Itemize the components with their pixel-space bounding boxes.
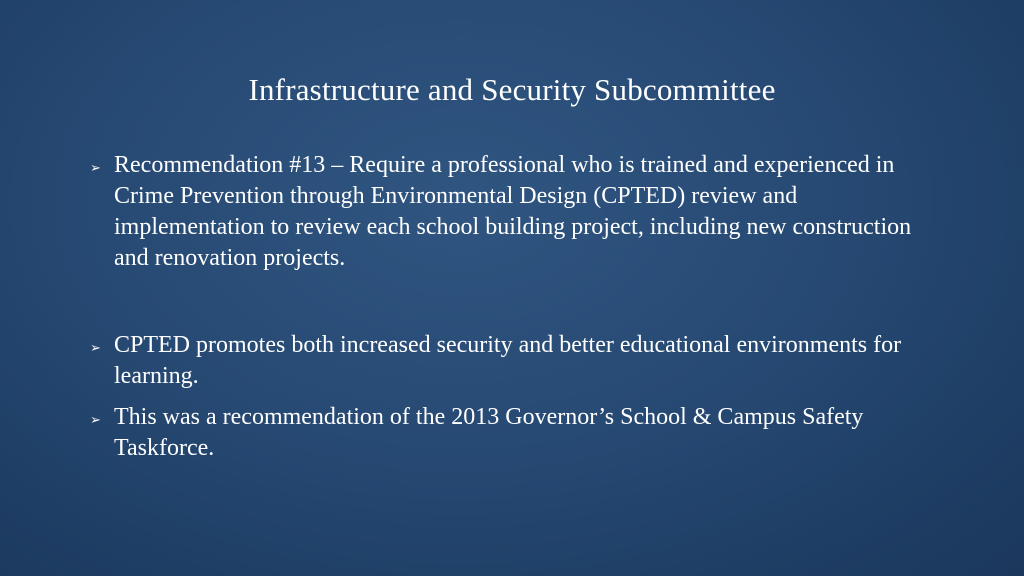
bullet-item — [90, 402, 930, 464]
bullet-text: Recommendation #13 – Require a professional who is trained and experienced in Crime Prevention through Environmental Design (CPTED) review and implementation to review each school building project, including new construction and renovation projects. — [114, 152, 912, 271]
arrow-bullet-icon: ➢ — [90, 412, 101, 427]
bullet-item — [90, 330, 930, 392]
slide-title: Infrastructure and Security Subcommittee — [248, 72, 776, 107]
bullet-item — [90, 150, 930, 274]
bullet-text: This was a recommendation of the 2013 Governor’s School & Campus Safety Taskforce. — [114, 404, 864, 461]
arrow-bullet-icon: ➢ — [90, 160, 101, 175]
bullet-text: CPTED promotes both increased security and better educational environments for learning. — [114, 332, 902, 389]
arrow-bullet-icon: ➢ — [90, 340, 101, 355]
